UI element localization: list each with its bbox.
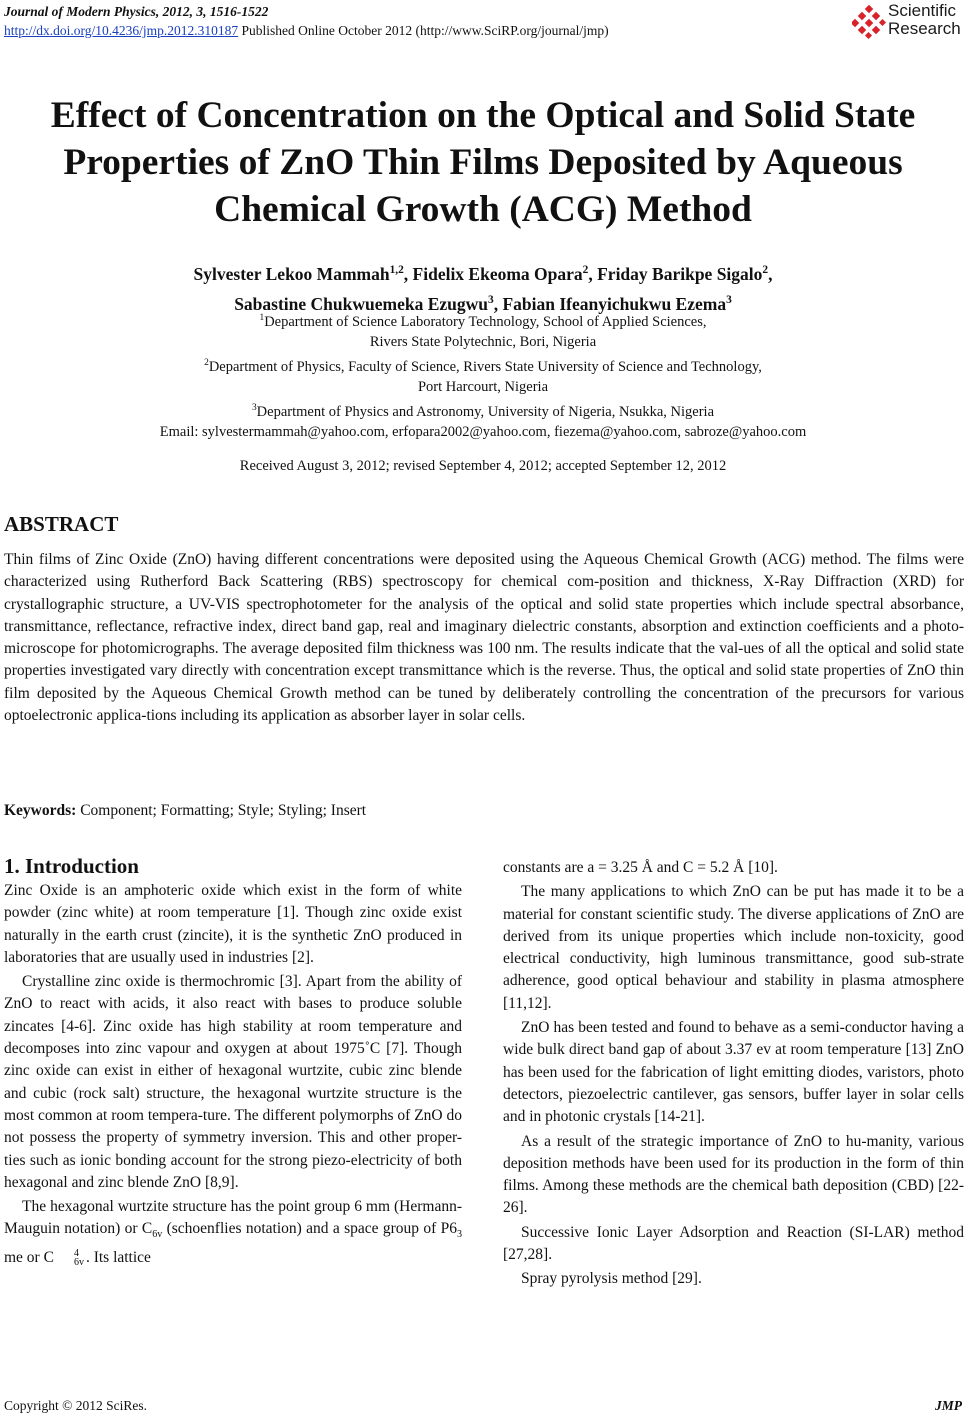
journal-citation [4,3,268,21]
author-affil-mark: 2 [762,264,769,276]
keywords-label: Keywords: [4,802,77,819]
subscript: 6v [73,1257,84,1269]
paragraph: constants are a = 3.25 Å and C = 5.2 Å [10]. [503,859,778,876]
doi-line [4,22,609,40]
logo-line-1: Scientific [888,1,957,20]
paragraph: As a result of the strategic importance of ZnO to hu-manity, various deposition methods have been used for its production in the form of thin films. Among these methods are the chemical bath deposition (CBD) [22-26]. [503,1132,964,1217]
left-column [4,880,462,1271]
affiliation-3 [0,398,966,422]
right-column [503,857,964,1293]
paragraph: Successive Ionic Layer Adsorption and Reaction (SI-LAR) method [27,28]. [503,1223,964,1264]
keywords-text: Component; Formatting; Style; Styling; Insert [76,802,367,819]
author-affil-mark: 1,2 [389,264,404,276]
author-name: , Friday Barikpe Sigalo [588,263,763,284]
author-affil-mark: 3 [726,293,732,306]
affiliation-1 [0,308,966,332]
author-name: Sabastine Chukwuemeka Ezugwu [234,293,489,314]
affiliation-number: 1 [259,313,265,323]
scirp-logo-icon [852,5,886,39]
journal-name: Journal of Modern Physics [4,4,156,19]
published-online: Published Online October 2012 (http://www.SciRP.org/journal/jmp) [238,23,609,38]
logo-text [888,2,961,38]
paragraph: The many applications to which ZnO can be put has made it to be a material for constant scientific study. The diverse applications of ZnO are derived from its unique properties which include non-toxicity, good electrical conductivity, high luminous transmittance, good sub-strate adherence, good optical behaviour and stability in plasma atmosphere [11,12]. [503,883,964,1012]
subscript: 3 [456,1229,462,1241]
received-dates: Received August 3, 2012; revised September 4, 2012; accepted September 12, 2012 [239,458,727,474]
paragraph-text: (schoenflies notation) and a space group of P6 [162,1220,457,1238]
abstract-text: Thin films of Zinc Oxide (ZnO) having different concentrations were deposited using the Aqueous Chemical Growth (ACG) method. The films were characterized using Rutherford Back Scattering (RBS) spectroscopy for chemical com-position and thickness, X-Ray Diffraction (XRD) for crystallographic structure, a UV-VIS spectrophotometer for the analysis of the optical and solid state properties which include spectral absorbance, transmittance, reflectance, refractive index, direct band gap, real and imaginary dielectric constants, absorption and extinction coefficients and a photo-microscope for photomicrographs. The average deposited film thickness was 100 nm. The results indicate that the val-ues of all the optical and solid state properties investigated vary directly with concentration except transmittance which is the reverse. Thus, the optical and solid state properties of ZnO thin film deposited by the Aqueous Chemical Growth method can be tuned by deliberately controlling the concentration of the precursors for various optoelectronic applica-tions including its application as absorber layer in solar cells. [4,551,964,725]
author-affil-mark: 3 [488,293,494,306]
affiliation-number: 3 [251,402,257,413]
paragraph [4,1196,462,1269]
affiliation-number: 2 [204,357,209,368]
footer-copyright: Copyright © 2012 SciRes. [4,1398,148,1413]
paragraph: Zinc Oxide is an amphoteric oxide which exist in the form of white powder (zinc white) at room temperature [1]. Though zinc oxide exist naturally in the earth crust (zincite), it is the synthetic ZnO produced in laboratories that are usually used in industries [2]. [4,882,462,966]
paragraph: ZnO has been tested and found to behave as a semi-conductor having a wide bulk direct band gap of about 3.37 ev at room temperature [13] ZnO has been used for the fabrication of light emitting diodes, varistors, photo detectors, piezoelectric cantilever, gas sensors, buffer layer in solar cells and in photonic crystals [14-21]. [503,1019,964,1126]
paper-title: Effect of Concentration on the Optical and Solid State Properties of ZnO Thin Films Deposited by Aqueous Chemical Growth (ACG) Method [50,95,916,230]
section-heading-introduction: 1. Introduction [4,854,139,878]
affiliation-text: Department of Physics, Faculty of Science, Rivers State University of Science and Technology, [208,358,762,375]
affiliations [0,308,966,442]
author-name: , Fabian Ifeanyichukwu Ezema [493,293,727,314]
paragraph-text: me or C [4,1248,54,1266]
author-line-1 [0,257,966,287]
subscript: 6v [152,1229,163,1241]
footer-journal-abbr: JMP [935,1398,962,1413]
paragraph-text: The hexagonal wurtzite structure has the point group 6 mm (Hermann-Mauguin notation) or C [4,1198,462,1238]
author-name: , Fidelix Ekeoma Opara [403,263,583,284]
abstract-heading: ABSTRACT [4,512,119,536]
superscript: 4 [73,1248,79,1260]
affiliation-1-cont: Rivers State Polytechnic, Bori, Nigeria [369,334,597,351]
logo-line-2: Research [888,19,961,38]
author-affil-mark: 2 [582,264,589,276]
scirp-logo [852,2,964,46]
paragraph-text: . Its lattice [85,1248,151,1266]
email-line: Email: sylvestermammah@yahoo.com, erfopara2002@yahoo.com, fiezema@yahoo.com, sabroze@yahoo.com [159,423,807,440]
paragraph: Crystalline zinc oxide is thermochromic [3]. Apart from the ability of ZnO to react with acids, it also react with bases to produce soluble zincates [4-6]. Zinc oxide has high stability at room temperature and decomposes into zinc vapour and oxygen at about 1975˚C [7]. Though zinc oxide can exist in either of hexagonal wurtzite, cubic zinc blende and cubic (rock salt) structure, the hexagonal wurtzite structure is the most common at room tempera-ture. The different polymorphs of ZnO do not possess the property of symmetry inversion. This and other proper-ties such as ionic bonding account for the strong piezo-electricity of both hexagonal and zinc blende ZnO [8,9]. [4,973,462,1191]
affiliation-text: Department of Physics and Astronomy, University of Nigeria, Nsukka, Nigeria [256,403,715,420]
author-separator: , [768,263,773,284]
keywords [4,800,366,822]
affiliation-2-cont: Port Harcourt, Nigeria [417,379,549,396]
affiliation-text: Department of Science Laboratory Technology, School of Applied Sciences, [264,313,707,330]
journal-volume: , 2012, 3, 1516-1522 [155,4,269,19]
author-name: Sylvester Lekoo Mammah [193,263,390,284]
paragraph: Spray pyrolysis method [29]. [521,1270,702,1288]
doi-link[interactable]: http://dx.doi.org/10.4236/jmp.2012.310187 [4,23,239,38]
affiliation-2 [0,353,966,377]
